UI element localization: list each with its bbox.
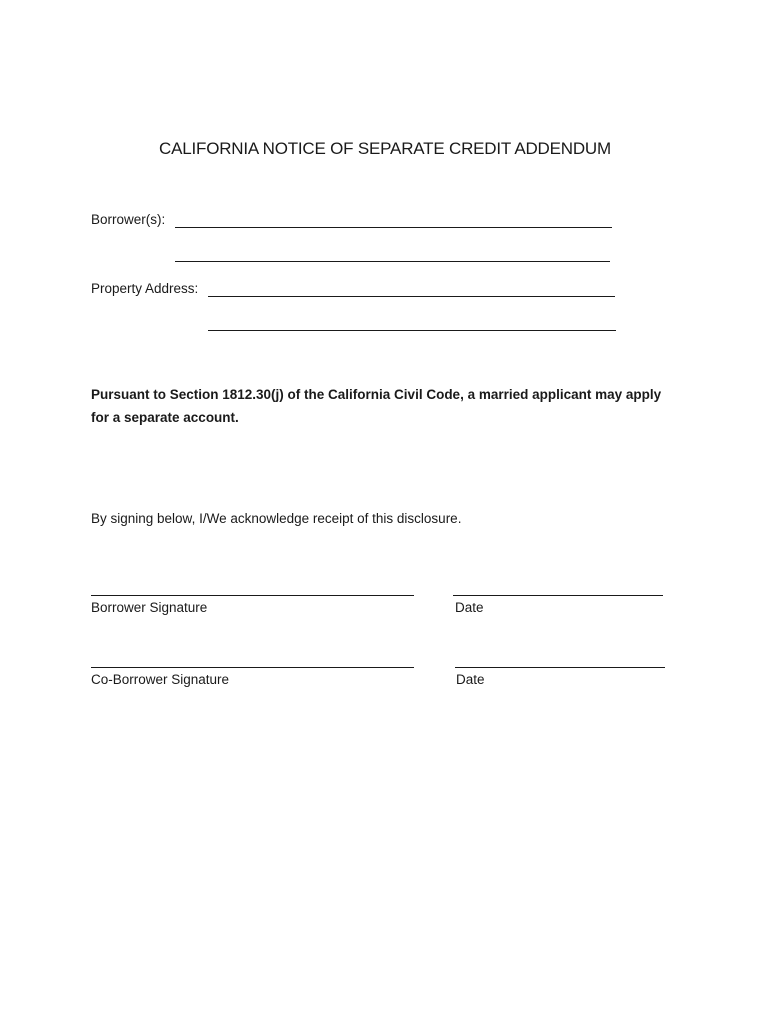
borrower-date-label: Date (455, 600, 484, 615)
borrower-signature-line[interactable] (91, 595, 414, 596)
coborrower-signature-label: Co-Borrower Signature (91, 672, 230, 687)
coborrower-date-line[interactable] (455, 667, 665, 668)
property-address-line-2[interactable] (208, 330, 616, 331)
borrowers-label: Borrower(s): (91, 212, 166, 227)
separate-account-statement: Pursuant to Section 1812.30(j) of the California Civil Code, a married applicant may apply for a separate account. (91, 387, 662, 425)
coborrower-signature-line[interactable] (91, 667, 414, 668)
borrower-signature-label: Borrower Signature (91, 600, 208, 615)
property-address-line-1[interactable] (208, 296, 615, 297)
acknowledgement-text: By signing below, I/We acknowledge receipt of this disclosure. (91, 511, 462, 526)
document-title: CALIFORNIA NOTICE OF SEPARATE CREDIT ADDENDUM (159, 139, 611, 158)
borrowers-line-1[interactable] (175, 227, 612, 228)
coborrower-date-label: Date (456, 672, 485, 687)
borrower-date-line[interactable] (453, 595, 663, 596)
borrowers-line-2[interactable] (175, 261, 610, 262)
property-address-label: Property Address: (91, 281, 199, 296)
